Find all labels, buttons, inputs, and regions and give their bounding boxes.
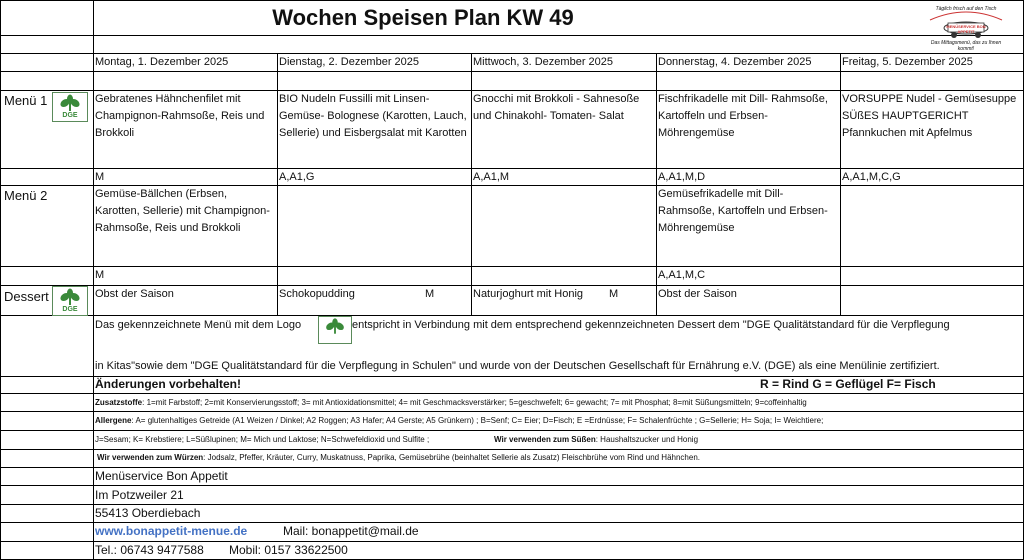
dge-logo-icon xyxy=(52,92,88,122)
zusatzstoffe-text: : 1=mit Farbstoff; 2=mit Konservierungsstoff; 3= mit Antioxidationsmittel; 4= mit Geschmacksverstärker; 5=geschwefelt; 6= gewacht; 7= mit Phosphat; 8=mit Süßungsmitteln; 9=coffeinhaltig xyxy=(142,398,807,407)
menu2-dish-monday: Gemüse-Bällchen (Erbsen, Karotten, Sellerie) mit Champignon-Rahmsoße, Reis und Brokkoli xyxy=(95,188,270,234)
contact-website-link[interactable]: www.bonappetit-menue.de xyxy=(95,524,248,538)
day-header-thursday: Donnerstag, 4. Dezember 2025 xyxy=(658,56,812,68)
menu1-label: Menü 1 xyxy=(4,93,48,108)
contact-city: 55413 Oberdiebach xyxy=(95,506,201,520)
wuerzen-line xyxy=(97,452,700,464)
meat-legend: R = Rind G = Geflügel F= Fisch xyxy=(760,377,936,391)
contact-mobile: Mobil: 0157 33622500 xyxy=(229,543,348,557)
allergene-text: : A= glutenhaltiges Getreide (A1 Weizen / Dinkel; A2 Roggen; A3 Hafer; A4 Gerste; A5 Grünkern) ; B=Senf; C= Eier; D=Fisch; E =Erdnüsse; F= Schalenfrüchte ; G=Sellerie; H= Soja; I= Weichtiere; xyxy=(131,416,824,425)
brand-logo-top-text: Täglich frisch auf den Tisch xyxy=(935,6,997,12)
dge-note-part2: entspricht in Verbindung mit dem entsprechend gekennzeichneten Dessert dem "DGE Qualitätstandard für die Verpflegung xyxy=(352,319,950,331)
dge-note-line2: in Kitas"sowie dem "DGE Qualitätstandard für die Verpflegung in Schulen" und wurde von der Deutschen Gesellschaft für Ernährung e.V. (DGE) als eine Menülinie zertifiziert. xyxy=(95,360,940,372)
menu1-codes-wednesday: A,A1,M xyxy=(473,171,510,183)
day-header-monday: Montag, 1. Dezember 2025 xyxy=(95,56,229,68)
wuerzen-text: : Jodsalz, Pfeffer, Kräuter, Curry, Muskatnuss, Paprika, Gemüsebrühe (beinhaltet Sellerie als Zusatz) Fleischbrühe vom Rind und Hähnchen. xyxy=(203,453,701,462)
contact-phone: Tel.: 06743 9477588 xyxy=(95,543,204,557)
menu1-dish-thursday: Fischfrikadelle mit Dill- Rahmsoße, Kartoffeln und Erbsen-Möhrengemüse xyxy=(658,93,828,139)
day-header-tuesday: Dienstag, 2. Dezember 2025 xyxy=(279,56,420,68)
menu1-codes-friday: A,A1,M,C,G xyxy=(842,171,901,183)
menu2-codes-thursday: A,A1,M,C xyxy=(658,269,706,281)
dessert-thursday: Obst der Saison xyxy=(658,288,737,300)
allergene-line-2 xyxy=(95,434,429,446)
contact-company: Menüservice Bon Appetit xyxy=(95,469,228,483)
dge-logo-text: DGE xyxy=(62,112,78,119)
dessert-wednesday: Naturjoghurt mit Honig xyxy=(473,288,584,300)
brand-logo-bottom-text: Das Mittagsmenü, das zu Ihnen kommt! xyxy=(930,40,1002,52)
sweet-line xyxy=(494,434,698,446)
dessert-monday: Obst der Saison xyxy=(95,288,174,300)
page-title: Wochen Speisen Plan KW 49 xyxy=(272,5,574,30)
dessert-wednesday-code: M xyxy=(609,288,619,300)
menu1-codes-tuesday: A,A1,G xyxy=(279,171,315,183)
allergene-text-2: J=Sesam; K= Krebstiere; L=Süßlupinen; M= Mich und Laktose; N=Schwefeldioxid und Sulfite ; xyxy=(95,435,430,444)
menu1-dish-tuesday: BIO Nudeln Fussilli mit Linsen-Gemüse- Bolognese (Karotten, Lauch, Sellerie) und Eisbergsalat mit Karotten xyxy=(279,93,467,139)
dessert-tuesday-code: M xyxy=(425,288,435,300)
allergene-label: Allergene xyxy=(95,416,132,425)
brand-logo-name: MENÜSERVICE BON APPETIT xyxy=(946,24,986,34)
day-header-friday: Freitag, 5. Dezember 2025 xyxy=(842,56,973,68)
menu2-label: Menü 2 xyxy=(4,188,48,203)
sweet-label: Wir verwenden zum Süßen xyxy=(494,435,596,444)
sweet-text: : Haushaltszucker und Honig xyxy=(595,435,699,444)
menu1-dish-friday: VORSUPPE Nudel - Gemüsesuppe SÜßES HAUPTGERICHT Pfannkuchen mit Apfelmus xyxy=(842,93,1017,139)
dge-logo-icon xyxy=(318,316,352,344)
brand-logo xyxy=(924,6,1008,54)
menu1-dish-monday: Gebratenes Hähnchenfilet mit Champignon-Rahmsoße, Reis und Brokkoli xyxy=(95,93,265,139)
day-header-wednesday: Mittwoch, 3. Dezember 2025 xyxy=(473,56,614,68)
menu2-codes-monday: M xyxy=(95,269,105,281)
contact-mail: Mail: bonappetit@mail.de xyxy=(283,524,419,538)
menu1-codes-thursday: A,A1,M,D xyxy=(658,171,706,183)
dessert-tuesday: Schokopudding xyxy=(279,288,355,300)
wuerzen-label: Wir verwenden zum Würzen xyxy=(97,453,204,462)
zusatzstoffe-line xyxy=(95,397,807,409)
allergene-line xyxy=(95,415,823,427)
menu2-dish-thursday: Gemüsefrikadelle mit Dill-Rahmsoße, Kartoffeln und Erbsen-Möhrengemüse xyxy=(658,188,828,234)
menu1-dish-wednesday: Gnocchi mit Brokkoli - Sahnesoße und Chinakohl- Tomaten- Salat xyxy=(473,93,640,122)
menu1-codes-monday: M xyxy=(95,171,105,183)
dge-note-part1: Das gekennzeichnete Menü mit dem Logo xyxy=(95,319,302,331)
dge-logo-text: DGE xyxy=(62,306,78,313)
changes-notice: Änderungen vorbehalten! xyxy=(95,377,242,391)
zusatzstoffe-label: Zusatzstoffe xyxy=(95,398,143,407)
contact-street: Im Potzweiler 21 xyxy=(95,488,184,502)
dessert-label: Dessert xyxy=(4,289,49,304)
dge-logo-icon xyxy=(52,286,88,316)
